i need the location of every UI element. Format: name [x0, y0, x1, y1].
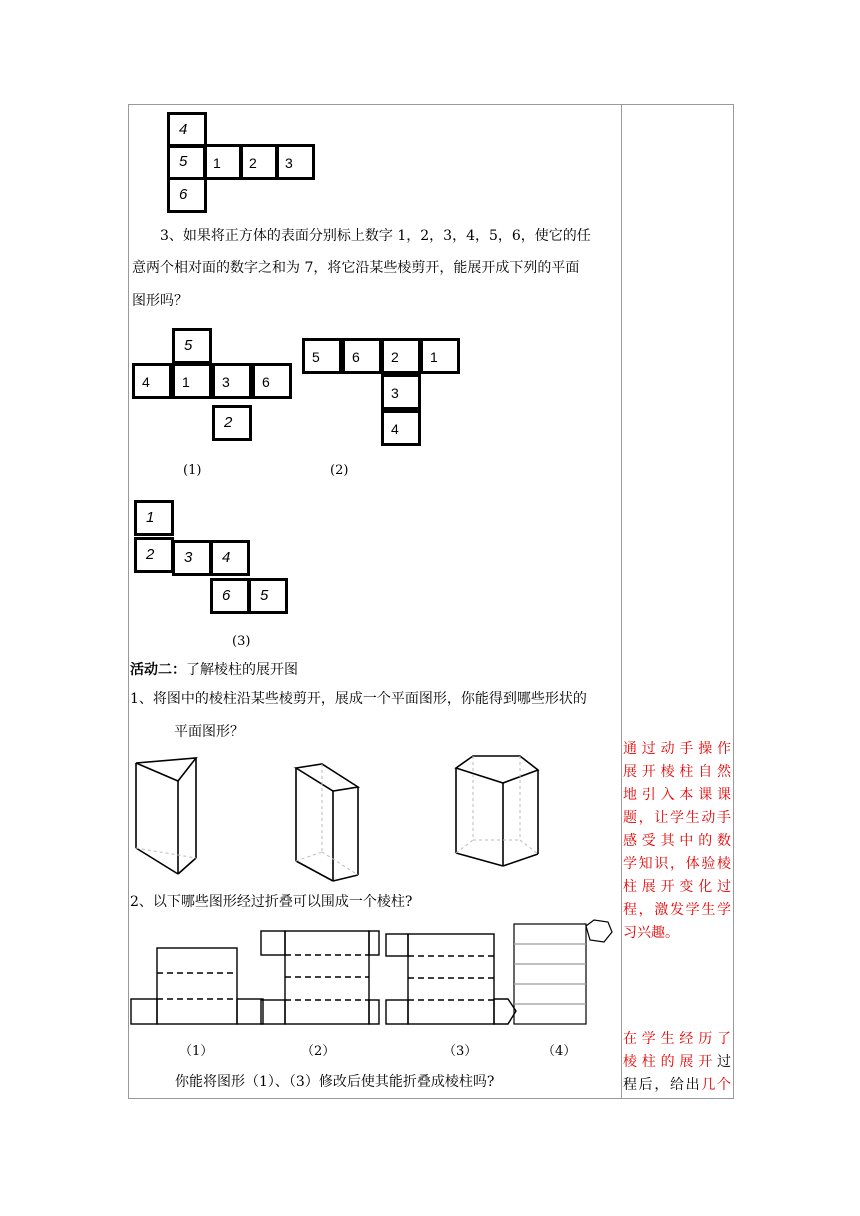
activity2-title-rest: 了解棱柱的展开图	[186, 662, 298, 678]
activity2-title: 活动二：	[130, 662, 186, 678]
note-line: 通过动手操作	[623, 741, 731, 757]
prisms-illustration	[128, 748, 588, 883]
net-cell: 4	[167, 112, 207, 148]
fold-caption-3: （3）	[443, 1044, 478, 1059]
net-cell: 3	[172, 540, 212, 576]
net-cell: 3	[275, 144, 315, 180]
folding-figures	[128, 918, 618, 1030]
note-line: 展开棱柱自然	[623, 764, 731, 780]
net-cell: 6	[167, 177, 207, 213]
net-cell: 2	[134, 537, 174, 573]
net-cell: 6	[342, 338, 382, 374]
question3-line2: 意两个相对面的数字之和为 7，将它沿某些棱剪开，能展开成下列的平面	[132, 260, 580, 276]
net-cell: 4	[132, 363, 172, 399]
net-cell: 3	[381, 374, 421, 410]
net-3-caption: (3)	[232, 634, 251, 649]
note-fragment: 棱柱的展开	[623, 1054, 717, 1070]
note-line: 在学生经历了	[623, 1031, 731, 1047]
net-1-caption: (1)	[183, 463, 202, 478]
net-cell: 6	[252, 363, 292, 399]
net-cell: 1	[134, 500, 174, 536]
note-fragment: 程后，给出	[623, 1077, 702, 1093]
net-cell: 5	[248, 578, 288, 614]
fold-figure-2	[261, 931, 379, 1024]
fold-caption-4: （4）	[542, 1044, 577, 1059]
note-line	[623, 1074, 731, 1097]
table-right-border	[733, 104, 734, 1099]
net-cell: 1	[420, 338, 460, 374]
note-line	[623, 1051, 731, 1074]
activity2-q1-line1: 1、将图中的棱柱沿某些棱剪开，展成一个平面图形，你能得到哪些形状的	[130, 691, 587, 707]
net-cell: 2	[381, 338, 421, 374]
fold-figure-1	[131, 948, 263, 1024]
question3-line3: 图形吗？	[132, 293, 188, 309]
triangular-prism	[136, 758, 196, 874]
net-cell: 1	[203, 144, 243, 180]
table-divider	[621, 104, 622, 1099]
note-fragment: 几个	[701, 1077, 732, 1093]
rectangular-prism	[296, 764, 358, 881]
activity2-q2: 2、以下哪些图形经过折叠可以围成一个棱柱?	[130, 894, 413, 910]
net-cell: 2	[239, 144, 279, 180]
fold-caption-2: （2）	[301, 1044, 336, 1059]
note-line: 程，激发学生学	[623, 902, 731, 918]
activity2-q3: 你能将图形（1）、（3）修改后使其能折叠成棱柱吗?	[175, 1074, 495, 1090]
activity2-q1-line2: 平面图形？	[174, 724, 244, 740]
net-cell: 4	[210, 540, 250, 576]
fold-figure-3	[386, 934, 516, 1024]
net-2-caption: (2)	[330, 463, 349, 478]
net-cell: 5	[302, 338, 342, 374]
table-bottom-border	[128, 1098, 733, 1099]
net-cell: 6	[210, 578, 250, 614]
net-cell: 4	[381, 410, 421, 446]
activity2-heading	[130, 661, 298, 679]
note-line: 习兴趣。	[623, 925, 679, 941]
net-cell: 5	[172, 328, 212, 364]
note-line: 题，让学生动手	[623, 810, 731, 826]
note-line: 感受其中的数	[623, 833, 731, 849]
note-fragment: 过	[717, 1054, 731, 1070]
pentagonal-prism	[456, 756, 538, 866]
net-cell: 2	[212, 405, 252, 441]
teaching-note-2	[623, 1028, 731, 1097]
fold-caption-1: （1）	[179, 1044, 214, 1059]
fold-figure-4	[514, 920, 612, 1024]
teaching-note-1	[623, 738, 731, 945]
note-line: 学知识，体验棱	[623, 856, 731, 872]
net-cell: 3	[212, 363, 252, 399]
question3-line1: 3、如果将正方体的表面分别标上数字 1，2，3，4，5，6，使它的任	[160, 228, 591, 244]
note-line: 柱展开变化过	[623, 879, 731, 895]
net-cell: 5	[167, 144, 207, 180]
net-cell: 1	[172, 363, 212, 399]
note-line: 地引入本课课	[623, 787, 731, 803]
table-top-border	[128, 104, 733, 105]
